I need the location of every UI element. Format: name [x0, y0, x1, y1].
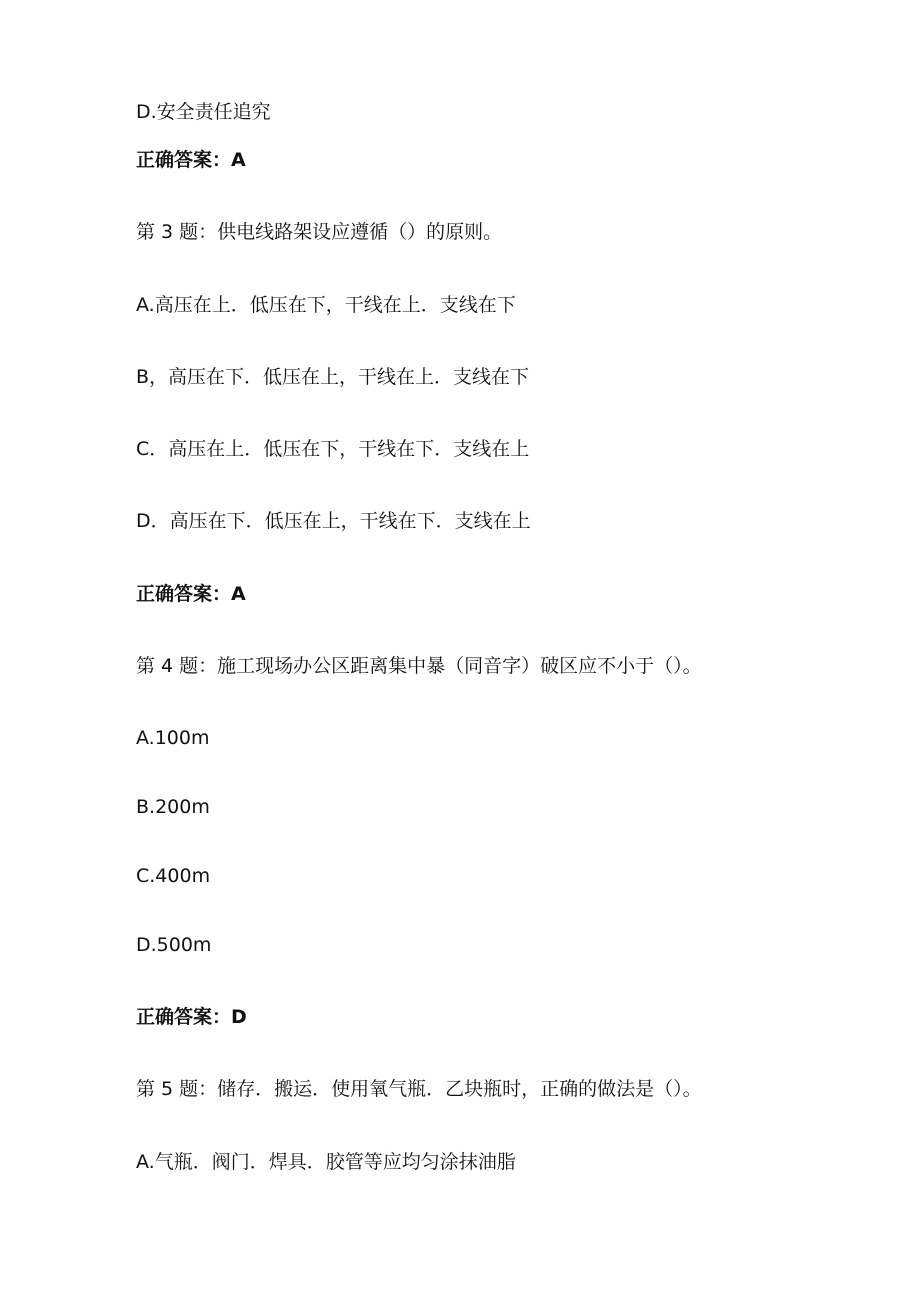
q3-option-b: B，高压在下．低压在上，干线在上．支线在下: [136, 366, 530, 388]
q2-correct-answer: 正确答案：A: [136, 149, 246, 171]
q5-question: 第 5 题：储存．搬运．使用氧气瓶．乙块瓶时，正确的做法是（）。: [136, 1078, 702, 1100]
q2-option-d: D.安全责任追究: [136, 101, 271, 123]
q4-option-b: B.200m: [136, 796, 210, 818]
q4-option-d: D.500m: [136, 934, 212, 956]
q3-option-c: C．高压在上．低压在下，干线在下．支线在上: [136, 438, 530, 460]
q4-correct-answer: 正确答案：D: [136, 1006, 247, 1028]
q3-correct-answer: 正确答案：A: [136, 583, 246, 605]
q4-option-c: C.400m: [136, 865, 211, 887]
q3-question: 第 3 题：供电线路架设应遵循（）的原则。: [136, 221, 503, 243]
q3-option-a: A.高压在上．低压在下，干线在上．支线在下: [136, 294, 516, 316]
q5-option-a: A.气瓶．阀门．焊具．胶管等应均匀涂抹油脂: [136, 1151, 516, 1173]
q3-option-d: D．高压在下．低压在上，干线在下．支线在上: [136, 510, 531, 532]
q4-question: 第 4 题：施工现场办公区距离集中暴（同音字）破区应不小于（）。: [136, 655, 702, 677]
q4-option-a: A.100m: [136, 727, 210, 749]
